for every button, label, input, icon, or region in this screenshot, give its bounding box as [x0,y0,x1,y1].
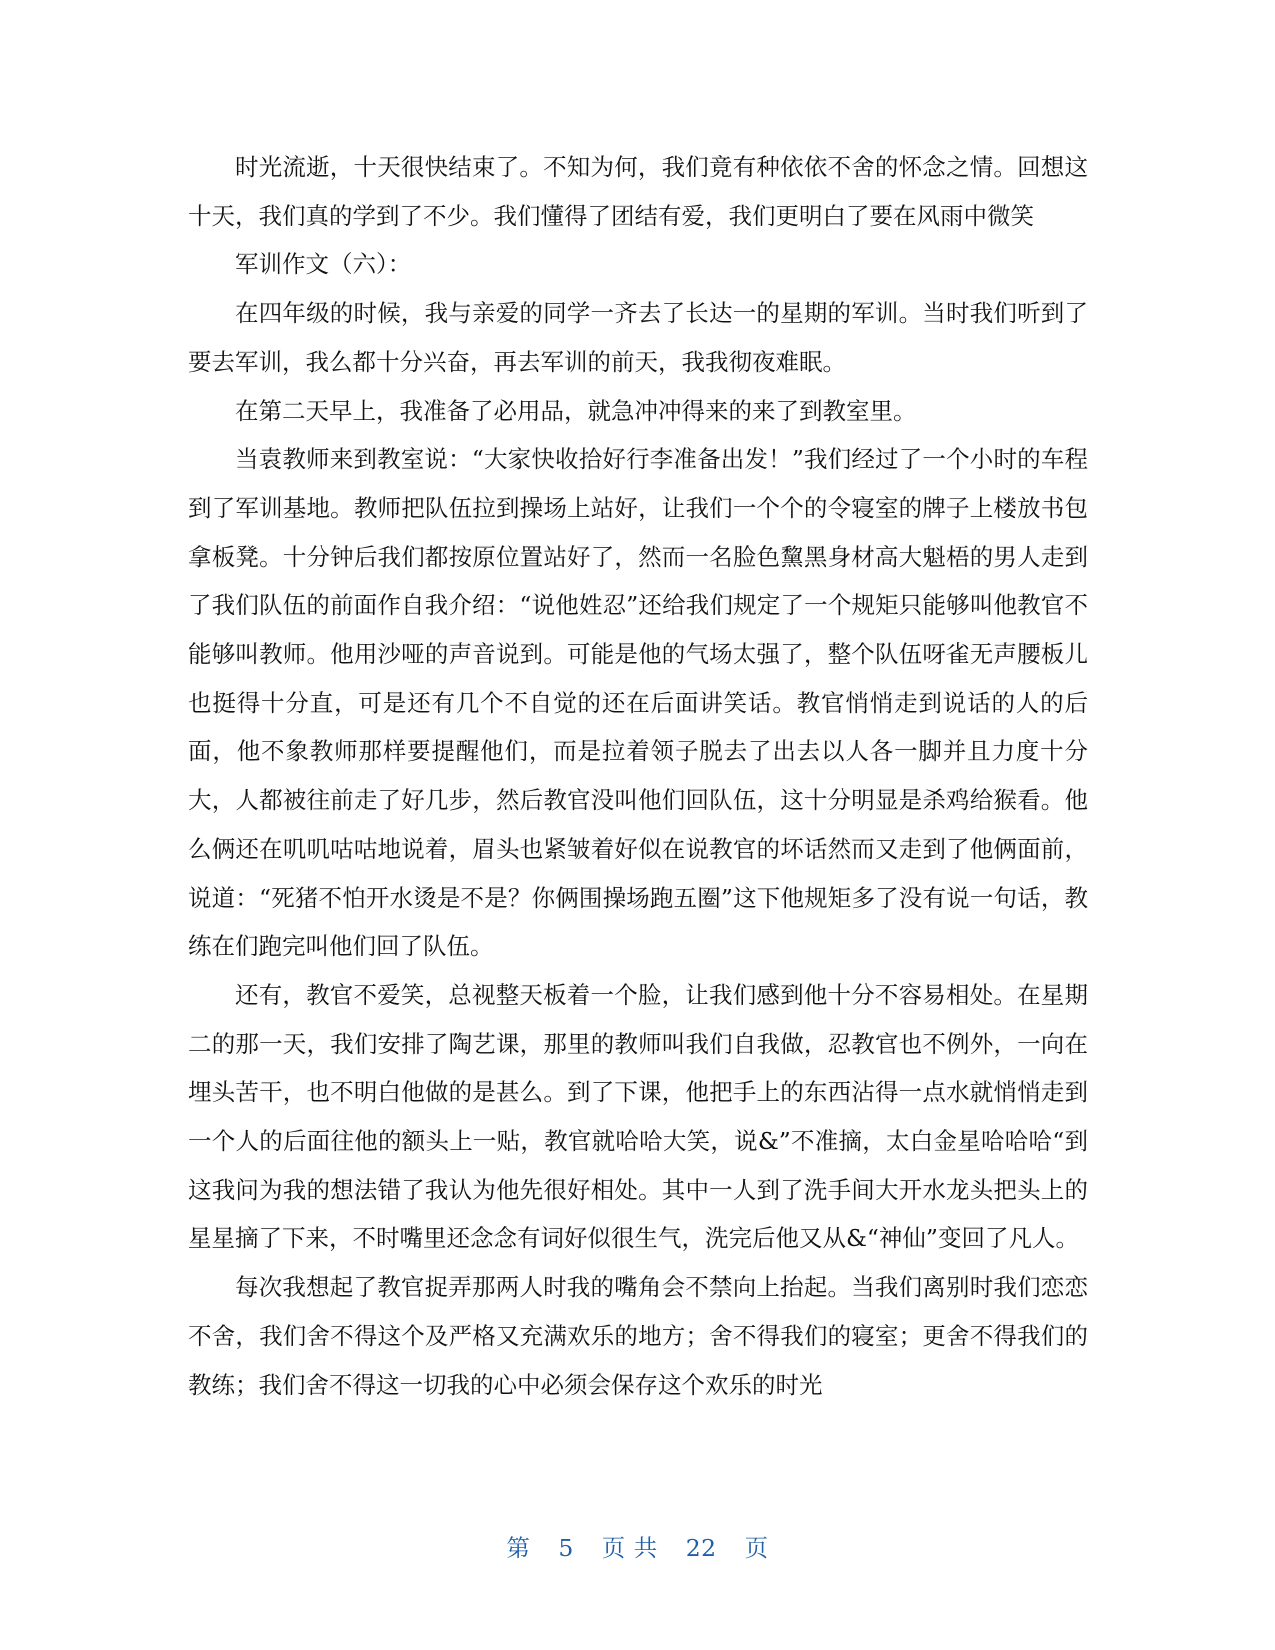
paragraph-6: 每次我想起了教官捉弄那两人时我的嘴角会不禁向上抬起。当我们离别时我们恋恋不舍，我们舍不得这个及严格又充满欢乐的地方；舍不得我们的寝室；更舍不得我们的教练；我们舍不得这一切我的心中必须会保存这个欢乐的时光 [188,1273,1088,1399]
page-footer [0,1533,1275,1563]
footer-total-pages: 22 [685,1534,717,1562]
paragraph-1: 时光流逝，十天很快结束了。不知为何，我们竟有种依依不舍的怀念之情。回想这十天，我们真的学到了不少。我们懂得了团结有爱，我们更明白了要在风雨中微笑 [188,153,1088,230]
footer-suffix: 页 [744,1534,769,1562]
footer-prefix: 第 [506,1534,531,1562]
paragraph-5: 还有，教官不爱笑，总视整天板着一个脸，让我们感到他十分不容易相处。在星期二的那一天，我们安排了陶艺课，那里的教师叫我们自我做，忍教官也不例外，一向在埋头苦干，也不明白他做的是甚么。到了下课，他把手上的东西沾得一点水就悄悄走到一个人的后面往他的额头上一贴，教官就哈哈大笑，说&”不准摘，太白金星哈哈哈“到这我问为我的想法错了我认为他先很好相处。其中一人到了洗手间大开水龙头把头上的星星摘了下来，不时嘴里还念念有词好似很生气，洗完后他又从&“神仙”变回了凡人。 [188,980,1088,1253]
section-heading: 军训作文（六）： [235,250,412,279]
document-body [188,143,1088,1409]
footer-middle: 页 共 [601,1534,658,1562]
footer-page-number: 5 [558,1534,574,1562]
paragraph-3: 在第二天早上，我准备了必用品，就急冲冲得来的来了到教室里。 [235,396,917,425]
paragraph-4: 当袁教师来到教室说：“大家快收拾好行李准备出发！”我们经过了一个小时的车程到了军训基地。教师把队伍拉到操场上站好，让我们一个个的令寝室的牌子上楼放书包拿板凳。十分钟后我们都按原位置站好了，然而一名脸色黧黑身材高大魁梧的男人走到了我们队伍的前面作自我介绍：“说他姓忍”还给我们规定了一个规矩只能够叫他教官不能够叫教师。他用沙哑的声音说到。可能是他的气场太强了，整个队伍呀雀无声腰板儿也挺得十分直，可是还有几个不自觉的还在后面讲笑话。教官悄悄走到说话的人的后面，他不象教师那样要提醒他们，而是拉着领子脱去了出去以人各一脚并且力度十分大，人都被往前走了好几步，然后教官没叫他们回队伍，这十分明显是杀鸡给猴看。他么俩还在叽叽咕咕地说着，眉头也紧皱着好似在说教官的坏话然而又走到了他俩面前，说道：“死猪不怕开水烫是不是？你俩围操场跑五圈”这下他规矩多了没有说一句话，教练在们跑完叫他们回了队伍。 [188,445,1088,961]
paragraph-2: 在四年级的时候，我与亲爱的同学一齐去了长达一的星期的军训。当时我们听到了要去军训，我么都十分兴奋，再去军训的前天，我我彻夜难眠。 [188,299,1088,376]
